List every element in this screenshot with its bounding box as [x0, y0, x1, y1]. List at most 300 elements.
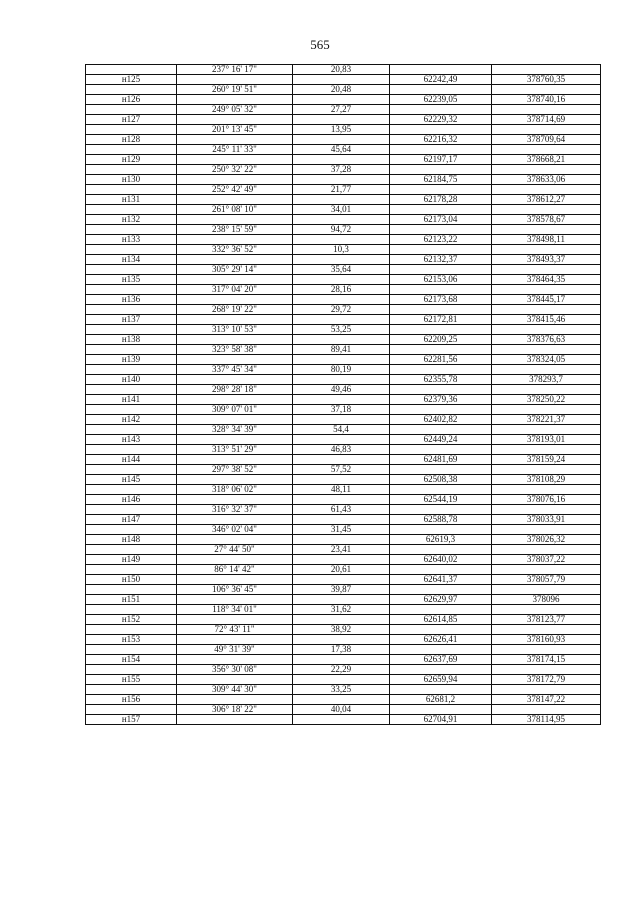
x-coordinate-cell — [390, 545, 492, 555]
y-coordinate-cell — [492, 505, 601, 515]
distance-cell — [293, 395, 390, 405]
angle-cell: 313° 51' 29" — [177, 445, 293, 455]
y-coordinate-cell: 378445,17 — [492, 295, 601, 305]
y-coordinate-cell — [492, 345, 601, 355]
x-coordinate-cell — [390, 645, 492, 655]
angle-cell: 238° 15' 59" — [177, 225, 293, 235]
angle-cell — [177, 595, 293, 605]
table-row — [86, 395, 601, 405]
point-cell — [86, 385, 177, 395]
distance-cell: 23,41 — [293, 545, 390, 555]
table-row — [86, 225, 601, 235]
y-coordinate-cell — [492, 705, 601, 715]
point-cell — [86, 165, 177, 175]
y-coordinate-cell — [492, 365, 601, 375]
distance-cell: 61,43 — [293, 505, 390, 515]
table-row — [86, 355, 601, 365]
y-coordinate-cell — [492, 125, 601, 135]
point-cell — [86, 425, 177, 435]
table-row — [86, 165, 601, 175]
x-coordinate-cell — [390, 705, 492, 715]
distance-cell: 31,45 — [293, 525, 390, 535]
angle-cell — [177, 615, 293, 625]
point-cell — [86, 65, 177, 75]
y-coordinate-cell: 378250,22 — [492, 395, 601, 405]
point-cell — [86, 125, 177, 135]
y-coordinate-cell: 378108,29 — [492, 475, 601, 485]
y-coordinate-cell — [492, 685, 601, 695]
distance-cell — [293, 195, 390, 205]
point-cell: н156 — [86, 695, 177, 705]
coordinates-table — [85, 64, 601, 725]
angle-cell: 316° 32' 37" — [177, 505, 293, 515]
distance-cell: 20,83 — [293, 65, 390, 75]
angle-cell: 318° 06' 02" — [177, 485, 293, 495]
x-coordinate-cell: 62132,37 — [390, 255, 492, 265]
distance-cell — [293, 175, 390, 185]
y-coordinate-cell: 378193,01 — [492, 435, 601, 445]
point-cell: н143 — [86, 435, 177, 445]
angle-cell — [177, 315, 293, 325]
distance-cell — [293, 315, 390, 325]
point-cell: н150 — [86, 575, 177, 585]
y-coordinate-cell — [492, 85, 601, 95]
table-row — [86, 345, 601, 355]
table-row — [86, 305, 601, 315]
table-row — [86, 75, 601, 85]
x-coordinate-cell: 62681,2 — [390, 695, 492, 705]
table-row — [86, 695, 601, 705]
table-row — [86, 425, 601, 435]
y-coordinate-cell — [492, 245, 601, 255]
x-coordinate-cell: 62229,32 — [390, 115, 492, 125]
angle-cell: 118° 34' 01" — [177, 605, 293, 615]
point-cell — [86, 585, 177, 595]
distance-cell: 80,19 — [293, 365, 390, 375]
point-cell — [86, 345, 177, 355]
table-row — [86, 665, 601, 675]
x-coordinate-cell: 62626,41 — [390, 635, 492, 645]
angle-cell — [177, 575, 293, 585]
angle-cell: 337° 45' 34" — [177, 365, 293, 375]
x-coordinate-cell — [390, 425, 492, 435]
x-coordinate-cell: 62184,75 — [390, 175, 492, 185]
point-cell — [86, 445, 177, 455]
distance-cell: 39,87 — [293, 585, 390, 595]
table-row — [86, 525, 601, 535]
y-coordinate-cell — [492, 145, 601, 155]
distance-cell: 17,38 — [293, 645, 390, 655]
table-row — [86, 175, 601, 185]
table-row — [86, 125, 601, 135]
x-coordinate-cell: 62640,02 — [390, 555, 492, 565]
x-coordinate-cell: 62588,78 — [390, 515, 492, 525]
point-cell — [86, 465, 177, 475]
y-coordinate-cell: 378415,46 — [492, 315, 601, 325]
angle-cell — [177, 155, 293, 165]
x-coordinate-cell — [390, 185, 492, 195]
table-row — [86, 495, 601, 505]
point-cell: н141 — [86, 395, 177, 405]
y-coordinate-cell: 378324,05 — [492, 355, 601, 365]
y-coordinate-cell — [492, 465, 601, 475]
y-coordinate-cell — [492, 325, 601, 335]
angle-cell: 72° 43' 11" — [177, 625, 293, 635]
table-row — [86, 135, 601, 145]
angle-cell: 86° 14' 42" — [177, 565, 293, 575]
distance-cell: 29,72 — [293, 305, 390, 315]
angle-cell: 313° 10' 53" — [177, 325, 293, 335]
point-cell: н153 — [86, 635, 177, 645]
distance-cell — [293, 535, 390, 545]
point-cell: н135 — [86, 275, 177, 285]
y-coordinate-cell — [492, 645, 601, 655]
y-coordinate-cell — [492, 565, 601, 575]
table-row — [86, 605, 601, 615]
distance-cell: 33,25 — [293, 685, 390, 695]
point-cell — [86, 105, 177, 115]
y-coordinate-cell: 378096 — [492, 595, 601, 605]
point-cell — [86, 225, 177, 235]
table-row — [86, 245, 601, 255]
x-coordinate-cell: 62173,68 — [390, 295, 492, 305]
angle-cell — [177, 275, 293, 285]
x-coordinate-cell — [390, 345, 492, 355]
table-row — [86, 635, 601, 645]
table-row — [86, 625, 601, 635]
x-coordinate-cell — [390, 485, 492, 495]
x-coordinate-cell — [390, 105, 492, 115]
x-coordinate-cell — [390, 565, 492, 575]
x-coordinate-cell — [390, 245, 492, 255]
angle-cell — [177, 535, 293, 545]
y-coordinate-cell — [492, 525, 601, 535]
angle-cell: 297° 38' 52" — [177, 465, 293, 475]
table-row — [86, 475, 601, 485]
coordinates-table-body — [86, 65, 601, 725]
x-coordinate-cell — [390, 465, 492, 475]
y-coordinate-cell: 378493,37 — [492, 255, 601, 265]
table-row — [86, 555, 601, 565]
distance-cell: 21,77 — [293, 185, 390, 195]
x-coordinate-cell: 62641,37 — [390, 575, 492, 585]
distance-cell: 49,46 — [293, 385, 390, 395]
distance-cell: 13,95 — [293, 125, 390, 135]
x-coordinate-cell: 62216,32 — [390, 135, 492, 145]
x-coordinate-cell — [390, 365, 492, 375]
table-row — [86, 415, 601, 425]
point-cell: н149 — [86, 555, 177, 565]
angle-cell: 309° 07' 01" — [177, 405, 293, 415]
angle-cell: 49° 31' 39" — [177, 645, 293, 655]
angle-cell: 245° 11' 33" — [177, 145, 293, 155]
angle-cell — [177, 355, 293, 365]
table-row — [86, 155, 601, 165]
y-coordinate-cell — [492, 305, 601, 315]
point-cell: н134 — [86, 255, 177, 265]
angle-cell — [177, 215, 293, 225]
x-coordinate-cell: 62629,97 — [390, 595, 492, 605]
point-cell — [86, 85, 177, 95]
table-row — [86, 435, 601, 445]
point-cell: н144 — [86, 455, 177, 465]
y-coordinate-cell: 378147,22 — [492, 695, 601, 705]
distance-cell: 34,01 — [293, 205, 390, 215]
table-row — [86, 645, 601, 655]
distance-cell: 48,11 — [293, 485, 390, 495]
angle-cell: 346° 02' 04" — [177, 525, 293, 535]
angle-cell — [177, 635, 293, 645]
angle-cell — [177, 515, 293, 525]
x-coordinate-cell — [390, 305, 492, 315]
point-cell: н131 — [86, 195, 177, 205]
point-cell — [86, 565, 177, 575]
point-cell — [86, 625, 177, 635]
point-cell — [86, 665, 177, 675]
x-coordinate-cell — [390, 225, 492, 235]
point-cell: н126 — [86, 95, 177, 105]
distance-cell — [293, 155, 390, 165]
angle-cell — [177, 295, 293, 305]
distance-cell — [293, 615, 390, 625]
y-coordinate-cell — [492, 285, 601, 295]
x-coordinate-cell: 62153,06 — [390, 275, 492, 285]
y-coordinate-cell — [492, 665, 601, 675]
angle-cell — [177, 75, 293, 85]
point-cell — [86, 185, 177, 195]
distance-cell — [293, 695, 390, 705]
point-cell — [86, 245, 177, 255]
y-coordinate-cell: 378159,24 — [492, 455, 601, 465]
x-coordinate-cell — [390, 65, 492, 75]
table-row — [86, 235, 601, 245]
angle-cell — [177, 695, 293, 705]
distance-cell — [293, 555, 390, 565]
distance-cell: 31,62 — [293, 605, 390, 615]
angle-cell: 250° 32' 22" — [177, 165, 293, 175]
point-cell: н140 — [86, 375, 177, 385]
x-coordinate-cell: 62614,85 — [390, 615, 492, 625]
point-cell: н139 — [86, 355, 177, 365]
point-cell: н152 — [86, 615, 177, 625]
point-cell — [86, 645, 177, 655]
table-row — [86, 185, 601, 195]
table-row — [86, 655, 601, 665]
angle-cell — [177, 135, 293, 145]
distance-cell: 54,4 — [293, 425, 390, 435]
table-row — [86, 115, 601, 125]
y-coordinate-cell — [492, 385, 601, 395]
x-coordinate-cell — [390, 285, 492, 295]
table-row — [86, 565, 601, 575]
y-coordinate-cell — [492, 165, 601, 175]
angle-cell — [177, 435, 293, 445]
y-coordinate-cell — [492, 185, 601, 195]
angle-cell — [177, 175, 293, 185]
point-cell: н137 — [86, 315, 177, 325]
y-coordinate-cell: 378714,69 — [492, 115, 601, 125]
point-cell — [86, 545, 177, 555]
angle-cell — [177, 415, 293, 425]
point-cell: н145 — [86, 475, 177, 485]
distance-cell — [293, 335, 390, 345]
x-coordinate-cell — [390, 665, 492, 675]
distance-cell — [293, 355, 390, 365]
y-coordinate-cell — [492, 205, 601, 215]
angle-cell: 309° 44' 30" — [177, 685, 293, 695]
x-coordinate-cell: 62242,49 — [390, 75, 492, 85]
table-row — [86, 275, 601, 285]
distance-cell — [293, 675, 390, 685]
distance-cell — [293, 95, 390, 105]
x-coordinate-cell: 62355,78 — [390, 375, 492, 385]
x-coordinate-cell — [390, 145, 492, 155]
table-row — [86, 545, 601, 555]
x-coordinate-cell — [390, 625, 492, 635]
table-row — [86, 615, 601, 625]
angle-cell — [177, 335, 293, 345]
y-coordinate-cell: 378114,95 — [492, 715, 601, 725]
point-cell: н136 — [86, 295, 177, 305]
x-coordinate-cell — [390, 205, 492, 215]
table-row — [86, 85, 601, 95]
distance-cell — [293, 375, 390, 385]
angle-cell — [177, 115, 293, 125]
point-cell: н130 — [86, 175, 177, 185]
y-coordinate-cell — [492, 65, 601, 75]
point-cell: н151 — [86, 595, 177, 605]
distance-cell: 46,83 — [293, 445, 390, 455]
x-coordinate-cell — [390, 405, 492, 415]
distance-cell — [293, 75, 390, 85]
table-row — [86, 255, 601, 265]
point-cell: н147 — [86, 515, 177, 525]
table-row — [86, 265, 601, 275]
y-coordinate-cell: 378760,35 — [492, 75, 601, 85]
y-coordinate-cell — [492, 425, 601, 435]
x-coordinate-cell: 62544,19 — [390, 495, 492, 505]
angle-cell — [177, 475, 293, 485]
angle-cell — [177, 495, 293, 505]
point-cell — [86, 205, 177, 215]
point-cell: н142 — [86, 415, 177, 425]
y-coordinate-cell: 378076,16 — [492, 495, 601, 505]
point-cell — [86, 605, 177, 615]
table-row — [86, 375, 601, 385]
y-coordinate-cell: 378221,37 — [492, 415, 601, 425]
y-coordinate-cell: 378160,93 — [492, 635, 601, 645]
angle-cell: 356° 30' 08" — [177, 665, 293, 675]
x-coordinate-cell — [390, 445, 492, 455]
x-coordinate-cell — [390, 165, 492, 175]
table-row — [86, 485, 601, 495]
table-row — [86, 515, 601, 525]
table-row — [86, 195, 601, 205]
table-row — [86, 505, 601, 515]
x-coordinate-cell: 62449,24 — [390, 435, 492, 445]
x-coordinate-cell — [390, 265, 492, 275]
y-coordinate-cell: 378498,11 — [492, 235, 601, 245]
table-row — [86, 675, 601, 685]
x-coordinate-cell — [390, 505, 492, 515]
x-coordinate-cell: 62239,05 — [390, 95, 492, 105]
table-row — [86, 405, 601, 415]
distance-cell — [293, 435, 390, 445]
table-row — [86, 335, 601, 345]
point-cell — [86, 705, 177, 715]
y-coordinate-cell: 378033,91 — [492, 515, 601, 525]
table-row — [86, 105, 601, 115]
distance-cell: 38,92 — [293, 625, 390, 635]
x-coordinate-cell: 62704,91 — [390, 715, 492, 725]
point-cell: н129 — [86, 155, 177, 165]
distance-cell: 10,3 — [293, 245, 390, 255]
table-row — [86, 585, 601, 595]
angle-cell — [177, 455, 293, 465]
angle-cell: 27° 44' 50" — [177, 545, 293, 555]
angle-cell: 298° 28' 18" — [177, 385, 293, 395]
distance-cell: 94,72 — [293, 225, 390, 235]
angle-cell: 323° 58' 38" — [177, 345, 293, 355]
page-number: 565 — [310, 37, 330, 52]
x-coordinate-cell — [390, 605, 492, 615]
point-cell: н157 — [86, 715, 177, 725]
y-coordinate-cell: 378376,63 — [492, 335, 601, 345]
distance-cell — [293, 655, 390, 665]
y-coordinate-cell: 378612,27 — [492, 195, 601, 205]
x-coordinate-cell: 62402,82 — [390, 415, 492, 425]
x-coordinate-cell: 62173,04 — [390, 215, 492, 225]
table-row — [86, 325, 601, 335]
x-coordinate-cell: 62209,25 — [390, 335, 492, 345]
distance-cell — [293, 495, 390, 505]
y-coordinate-cell — [492, 545, 601, 555]
distance-cell: 20,61 — [293, 565, 390, 575]
angle-cell — [177, 555, 293, 565]
distance-cell — [293, 475, 390, 485]
table-row — [86, 685, 601, 695]
x-coordinate-cell — [390, 525, 492, 535]
table-row — [86, 445, 601, 455]
y-coordinate-cell: 378464,35 — [492, 275, 601, 285]
table-row — [86, 95, 601, 105]
distance-cell — [293, 255, 390, 265]
angle-cell: 260° 19' 51" — [177, 85, 293, 95]
distance-cell — [293, 215, 390, 225]
angle-cell: 261° 08' 10" — [177, 205, 293, 215]
y-coordinate-cell: 378578,67 — [492, 215, 601, 225]
angle-cell — [177, 395, 293, 405]
angle-cell: 237° 16' 17" — [177, 65, 293, 75]
point-cell: н127 — [86, 115, 177, 125]
angle-cell — [177, 95, 293, 105]
distance-cell — [293, 115, 390, 125]
y-coordinate-cell — [492, 485, 601, 495]
distance-cell — [293, 635, 390, 645]
x-coordinate-cell: 62619,3 — [390, 535, 492, 545]
distance-cell — [293, 295, 390, 305]
distance-cell: 89,41 — [293, 345, 390, 355]
y-coordinate-cell: 378174,15 — [492, 655, 601, 665]
table-row — [86, 595, 601, 605]
y-coordinate-cell: 378740,16 — [492, 95, 601, 105]
distance-cell — [293, 415, 390, 425]
x-coordinate-cell: 62281,56 — [390, 355, 492, 365]
point-cell — [86, 325, 177, 335]
point-cell — [86, 265, 177, 275]
table-row — [86, 215, 601, 225]
table-row — [86, 365, 601, 375]
